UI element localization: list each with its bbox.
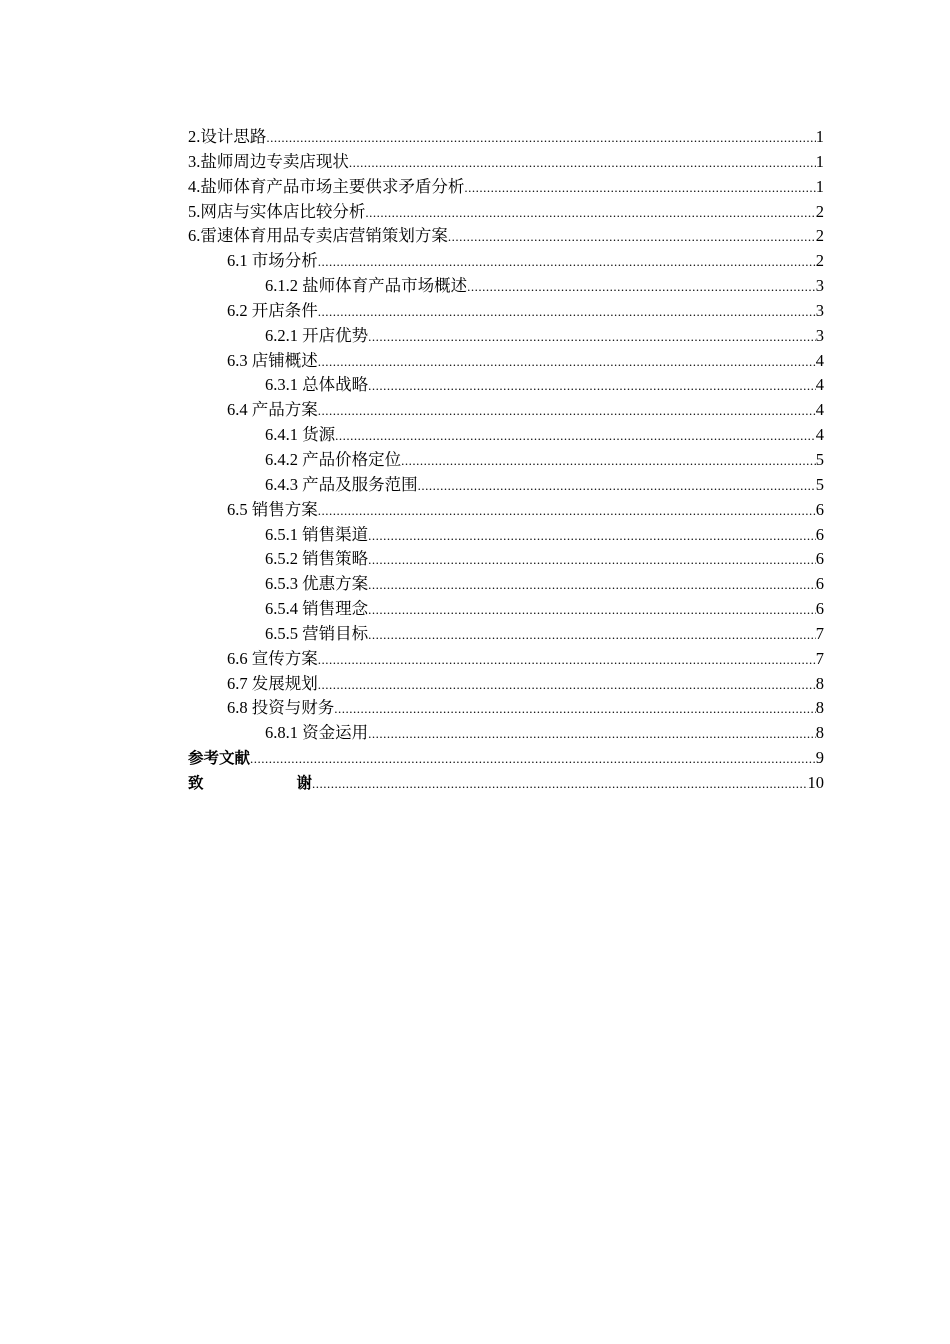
toc-entry-6-5-4[interactable]: [188, 597, 824, 622]
toc-entry-6-5-3[interactable]: [188, 572, 824, 597]
toc-dot-leader: [467, 275, 816, 300]
toc-entry-6-1[interactable]: [188, 249, 824, 274]
toc-dot-leader: [368, 573, 816, 598]
toc-page-number: 10: [807, 772, 824, 792]
ack-label-part2: 谢: [296, 773, 312, 792]
table-of-contents: [188, 125, 824, 796]
toc-dot-leader: [349, 151, 816, 176]
toc-entry-6-5[interactable]: [188, 498, 824, 523]
toc-entry-label: 3.盐师周边专卖店现状: [188, 151, 349, 171]
toc-page-number: 6: [815, 499, 824, 519]
toc-dot-leader: [318, 250, 816, 275]
toc-page-number: 3: [815, 325, 824, 345]
toc-page-number: 7: [815, 648, 824, 668]
toc-entry-label: 2.设计思路: [188, 127, 267, 146]
toc-dot-leader: [334, 697, 816, 722]
toc-dot-leader: [368, 374, 816, 399]
toc-dot-leader: [464, 176, 815, 201]
toc-page-number: 2: [815, 251, 824, 271]
toc-page-number: 5: [815, 474, 824, 494]
toc-entry-6-3[interactable]: [188, 349, 824, 374]
toc-entry-label: 6.5 销售方案: [227, 499, 318, 519]
toc-page-number: 7: [815, 623, 824, 643]
toc-page-number: 6: [815, 574, 824, 594]
toc-entry-6-5-1[interactable]: [188, 523, 824, 548]
toc-entry-acknowledgement[interactable]: [188, 771, 824, 796]
toc-entry-label: 6.7 发展规划: [227, 673, 318, 693]
toc-dot-leader: [368, 524, 816, 549]
toc-page-number: 2: [815, 201, 824, 221]
toc-page-number: 8: [815, 673, 824, 693]
toc-entry-6-4-2[interactable]: [188, 448, 824, 473]
toc-entry-design-ideas[interactable]: [188, 125, 824, 150]
toc-dot-leader: [368, 623, 816, 648]
toc-dot-leader: [318, 673, 816, 698]
toc-entry-label: 6.8 投资与财务: [227, 698, 335, 718]
toc-dot-leader: [418, 474, 816, 499]
toc-page-number: 1: [815, 127, 824, 146]
toc-page-number: 8: [815, 698, 824, 718]
toc-entry-label: 6.4.3 产品及服务范围: [265, 474, 418, 494]
toc-page-number: 4: [815, 350, 824, 370]
toc-dot-leader: [318, 350, 816, 375]
toc-dot-leader: [318, 399, 816, 424]
toc-entry-6-1-2[interactable]: [188, 274, 824, 299]
toc-page-number: 2: [815, 226, 824, 246]
toc-entry-label: 6.4.1 货源: [265, 425, 336, 445]
toc-dot-leader: [365, 201, 815, 226]
toc-entry-label: 6.5.1 销售渠道: [265, 524, 369, 544]
toc-entry-6-7[interactable]: [188, 672, 824, 697]
toc-dot-leader: [312, 772, 808, 797]
toc-entry-label: 6.1 市场分析: [227, 251, 318, 271]
toc-page-number: 6: [815, 524, 824, 544]
toc-entry-label: 4.盐师体育产品市场主要供求矛盾分析: [188, 176, 465, 196]
toc-entry-label: 6.2.1 开店优势: [265, 325, 369, 345]
toc-entry-label: 6.6 宣传方案: [227, 648, 318, 668]
toc-entry-label: 5.网店与实体店比较分析: [188, 201, 366, 221]
toc-entry-label: 6.雷速体育用品专卖店营销策划方案: [188, 226, 448, 246]
toc-entry-store-status[interactable]: [188, 150, 824, 175]
toc-page-number: 6: [815, 599, 824, 619]
toc-page-number: 1: [815, 151, 824, 171]
toc-dot-leader: [318, 499, 816, 524]
toc-entry-label: 6.4.2 产品价格定位: [265, 449, 402, 469]
toc-entry-label: 6.5.4 销售理念: [265, 599, 369, 619]
toc-entry-6-4[interactable]: [188, 398, 824, 423]
toc-entry-6-2[interactable]: [188, 299, 824, 324]
toc-dot-leader: [448, 225, 816, 250]
toc-entry-label: 参考文献: [188, 749, 251, 768]
toc-page-number: 1: [815, 176, 824, 196]
toc-page-number: 9: [815, 748, 824, 768]
toc-entry-online-vs-physical[interactable]: [188, 200, 824, 225]
toc-entry-marketing-plan[interactable]: [188, 224, 824, 249]
toc-dot-leader: [266, 126, 815, 151]
toc-entry-label: [188, 771, 312, 796]
toc-entry-6-5-2[interactable]: [188, 547, 824, 572]
toc-entry-6-6[interactable]: [188, 647, 824, 672]
toc-entry-label: 6.2 开店条件: [227, 300, 318, 320]
toc-page-number: 3: [815, 300, 824, 320]
toc-dot-leader: [318, 300, 816, 325]
toc-entry-label: 6.5.5 营销目标: [265, 623, 369, 643]
toc-dot-leader: [318, 648, 816, 673]
toc-page-number: 4: [815, 375, 824, 395]
toc-entry-6-4-1[interactable]: [188, 423, 824, 448]
toc-dot-leader: [368, 325, 816, 350]
toc-entry-label: 6.4 产品方案: [227, 400, 318, 420]
toc-page-number: 6: [815, 549, 824, 569]
toc-dot-leader: [368, 598, 816, 623]
toc-dot-leader: [250, 747, 816, 772]
toc-entry-label: 6.3.1 总体战略: [265, 375, 369, 395]
toc-entry-6-3-1[interactable]: [188, 373, 824, 398]
toc-entry-6-8[interactable]: [188, 696, 824, 721]
toc-entry-supply-demand[interactable]: [188, 175, 824, 200]
toc-entry-label: 6.3 店铺概述: [227, 350, 318, 370]
toc-entry-label: 6.5.2 销售策略: [265, 549, 369, 569]
toc-entry-label: 6.1.2 盐师体育产品市场概述: [265, 276, 468, 296]
toc-dot-leader: [335, 424, 816, 449]
toc-dot-leader: [368, 548, 816, 573]
ack-label-part1: 致: [188, 773, 204, 792]
toc-entry-6-5-5[interactable]: [188, 622, 824, 647]
toc-entry-label: 6.5.3 优惠方案: [265, 574, 369, 594]
toc-dot-leader: [368, 722, 816, 747]
toc-page-number: 4: [815, 400, 824, 420]
toc-page-number: 5: [815, 449, 824, 469]
toc-entry-references[interactable]: [188, 746, 824, 771]
toc-page-number: 8: [815, 723, 824, 743]
toc-entry-6-4-3[interactable]: [188, 473, 824, 498]
toc-page-number: 3: [815, 276, 824, 296]
toc-dot-leader: [401, 449, 816, 474]
toc-page-number: 4: [815, 425, 824, 445]
toc-entry-6-2-1[interactable]: [188, 324, 824, 349]
toc-entry-label: 6.8.1 资金运用: [265, 723, 369, 743]
toc-entry-6-8-1[interactable]: [188, 721, 824, 746]
